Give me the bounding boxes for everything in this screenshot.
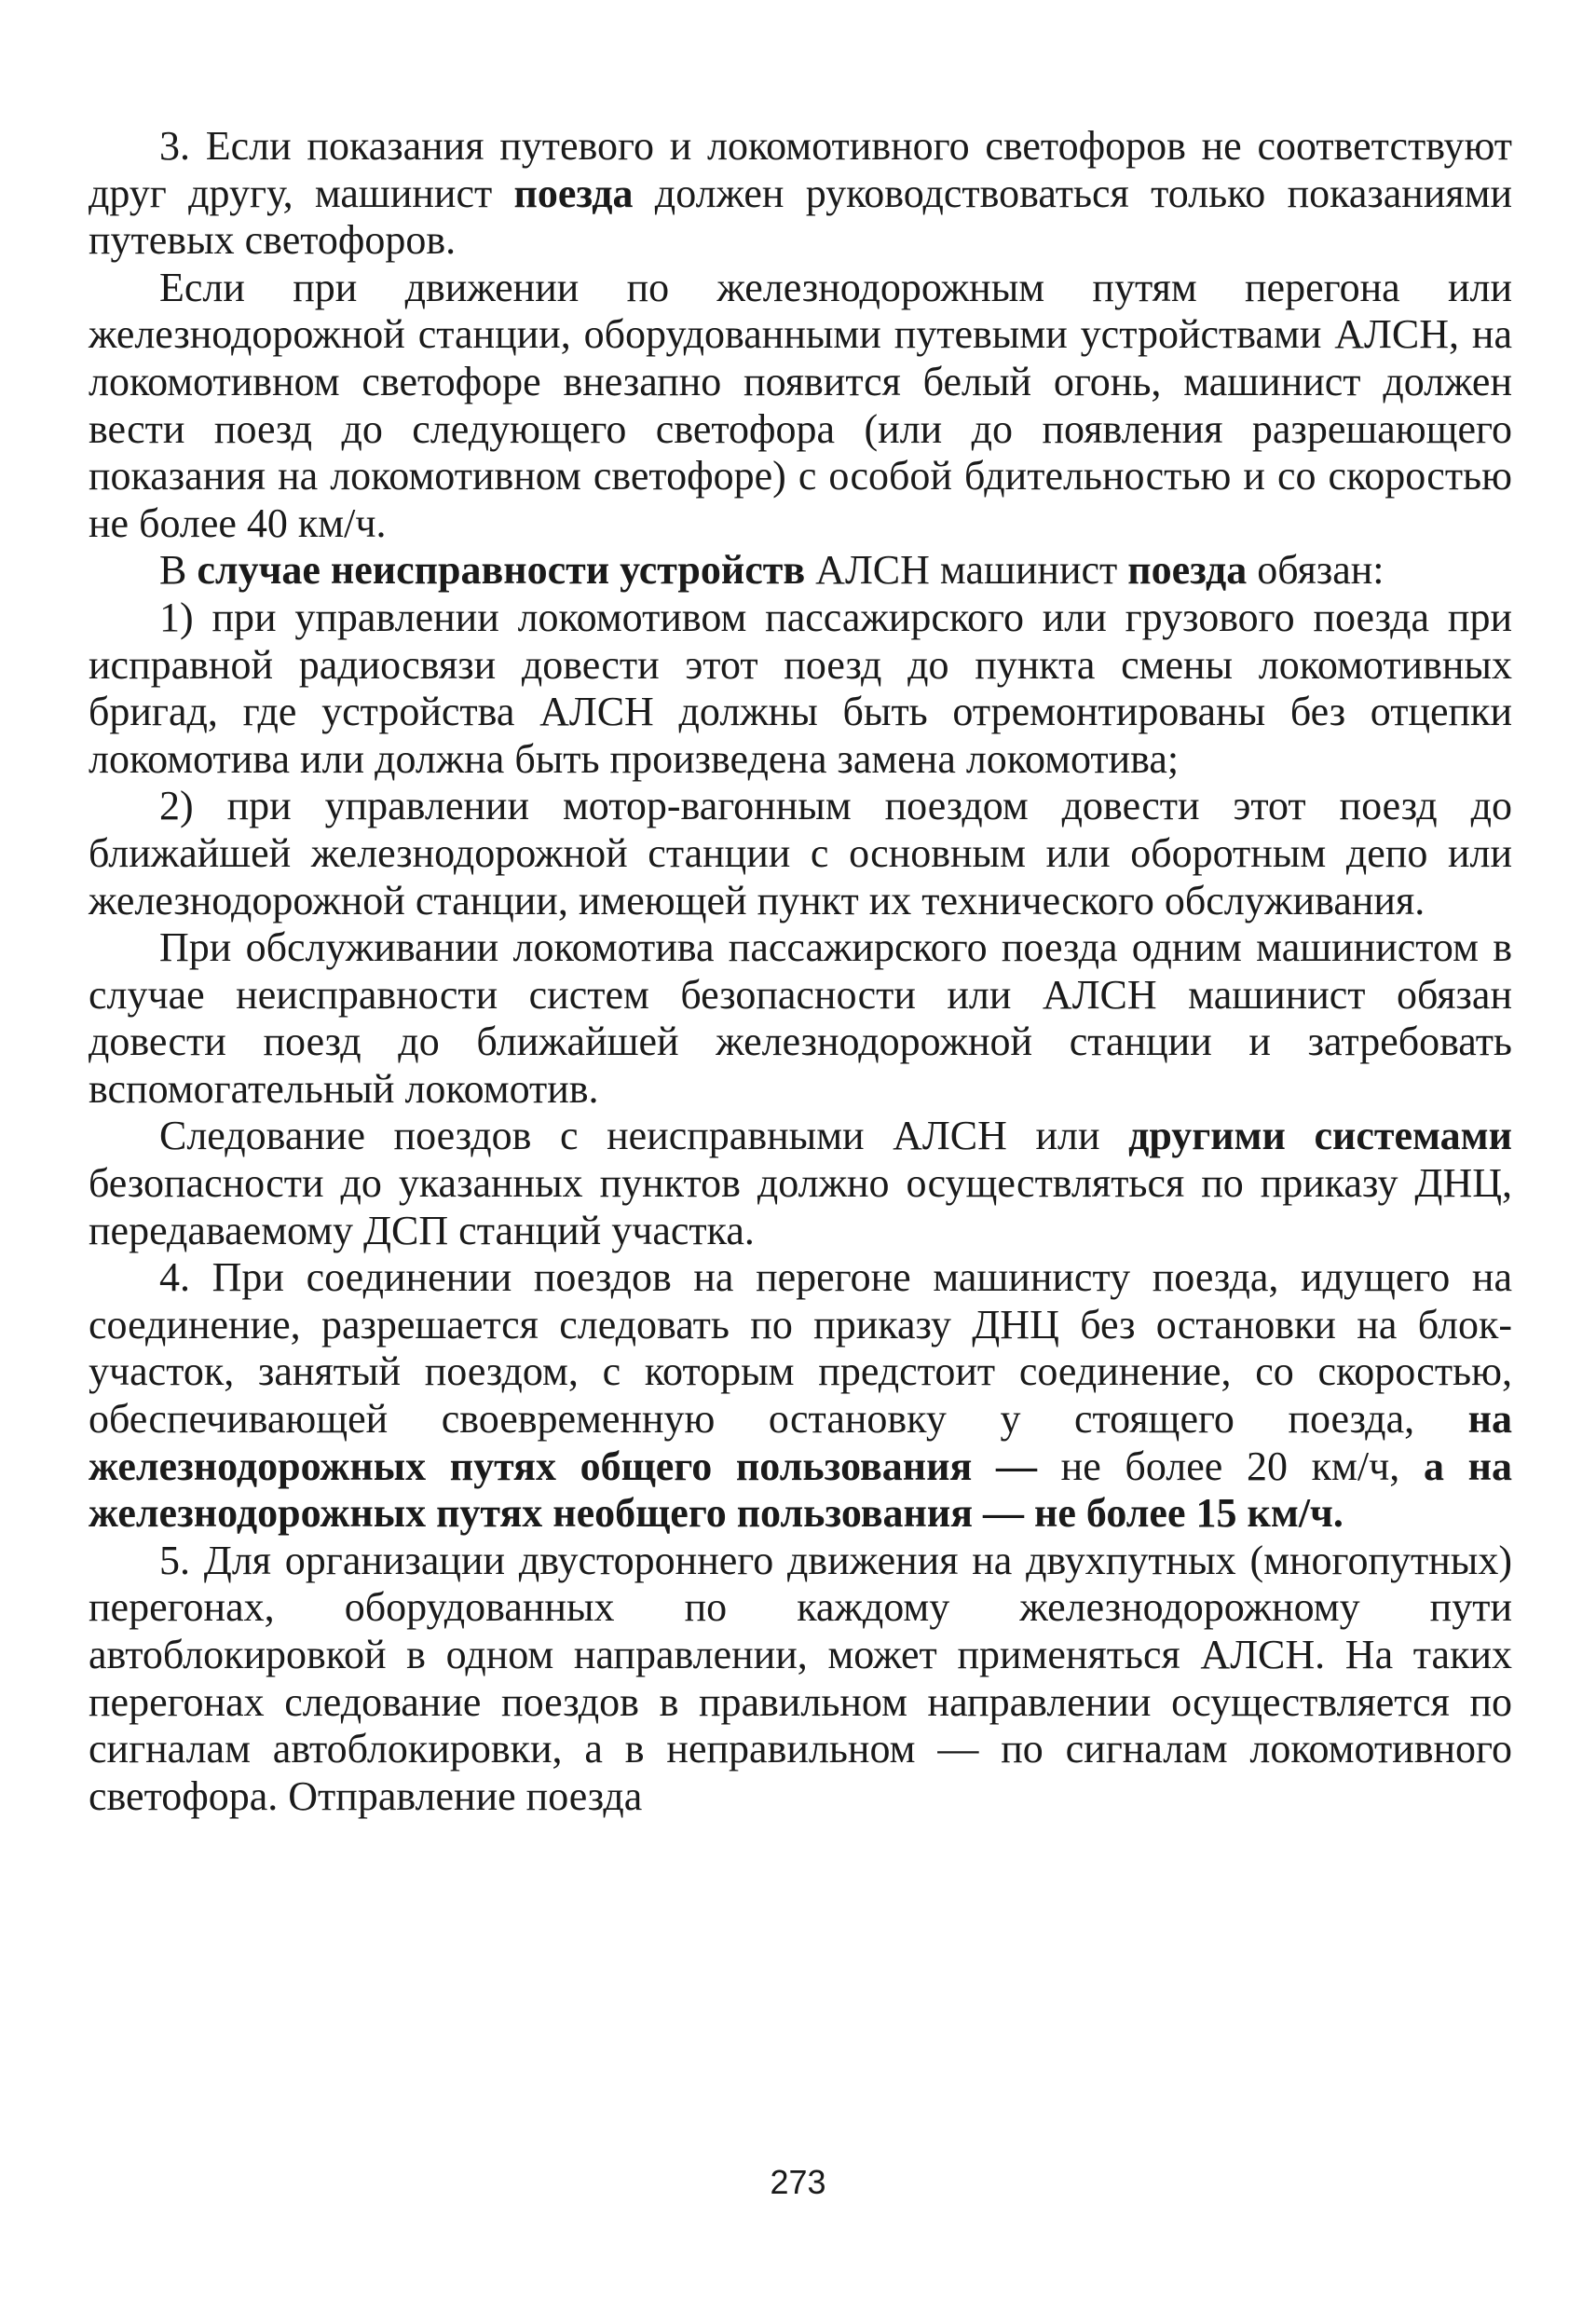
text-run: 2) при управлении мотор-вагонным поездом довести этот поезд до ближайшей железнодорожной станции с основным или оборотным депо или железнодорожной станции, имеющей пункт их технического обслуживания. [89,783,1512,923]
text-run: безопасности до указанных пунктов должно осуществляться по приказу ДНЦ, передаваемому ДСП станций участка. [89,1160,1512,1253]
text-run: обязан: [1247,547,1385,594]
bold-text-run: на железнодорожных путях общего пользования — [89,1396,1512,1489]
text-run: При обслуживании локомотива пассажирского поезда одним машинистом в случае неисправности систем безопасности или АЛСН машинист обязан довести поезд до ближайшей железнодорожной станции и затребовать вспомогательный локомотив. [89,924,1512,1112]
text-run: 4. При соединении поездов на перегоне машинисту поезда, идущего на соединение, разрешается следовать по приказу ДНЦ без остановки на блок-участок, занятый поездом, с которым предстоит соединение, со скоростью, обеспечивающей своевременную остановку у стоящего поезда, [89,1254,1512,1443]
text-run: Следование поездов с неисправными АЛСН или [159,1113,1129,1159]
paragraph [89,265,1512,548]
paragraph [89,1254,1512,1538]
text-run: 5. Для организации двустороннего движения на двухпутных (многопутных) перегонах, оборудованных по каждому железнодорожному пути автоблокировкой в одном направлении, может применяться АЛСН. На таких перегонах следование поездов в правильном направлении осуществляется по сигналам автоблокировки, а в неправильном — по сигналам локомотивного светофора. Отправление поезда [89,1537,1512,1819]
paragraph [89,924,1512,1113]
body-text [89,123,1512,1820]
page-number: 273 [770,2163,826,2201]
bold-text-run: другими системами [1128,1113,1512,1159]
text-run: 1) при управлении локомотивом пассажирского или грузового поезда при исправной радиосвязи довести этот поезд до пункта смены локомотивных бригад, где устройства АЛСН должны быть отремонтированы без отцепки локомотива или должна быть произведена замена локомотива; [89,594,1512,782]
paragraph [89,123,1512,265]
bold-text-run: поезда [1127,547,1248,594]
paragraph [89,1538,1512,1821]
paragraph [89,547,1512,595]
text-run: В [159,547,198,594]
text-run: не более 20 км/ч, [1036,1443,1424,1489]
text-run: АЛСН машинист [805,547,1128,594]
text-run: Если при движении по железнодорожным путям перегона или железнодорожной станции, оборудованными путевыми устройствами АЛСН, на локомотивном светофоре внезапно появится белый огонь, машинист должен вести поезд до следующего светофора (или до появления разрешающего показания на локомотивном светофоре) с особой бдительностью и со скоростью не более 40 км/ч. [89,264,1512,546]
paragraph [89,1113,1512,1254]
bold-text-run: случае неисправности устройств [197,547,806,594]
text-run: должен руководствоваться только показаниями путевых светофоров. [89,170,1512,264]
text-run: 3. Если показания путевого и локомотивного светофоров не соответствуют друг другу, машинист [89,123,1512,216]
paragraph [89,595,1512,783]
paragraph [89,783,1512,924]
bold-text-run: поезда [513,170,634,216]
bold-text-run: а на железнодорожных путях необщего пользования — не более 15 км/ч. [89,1443,1512,1537]
